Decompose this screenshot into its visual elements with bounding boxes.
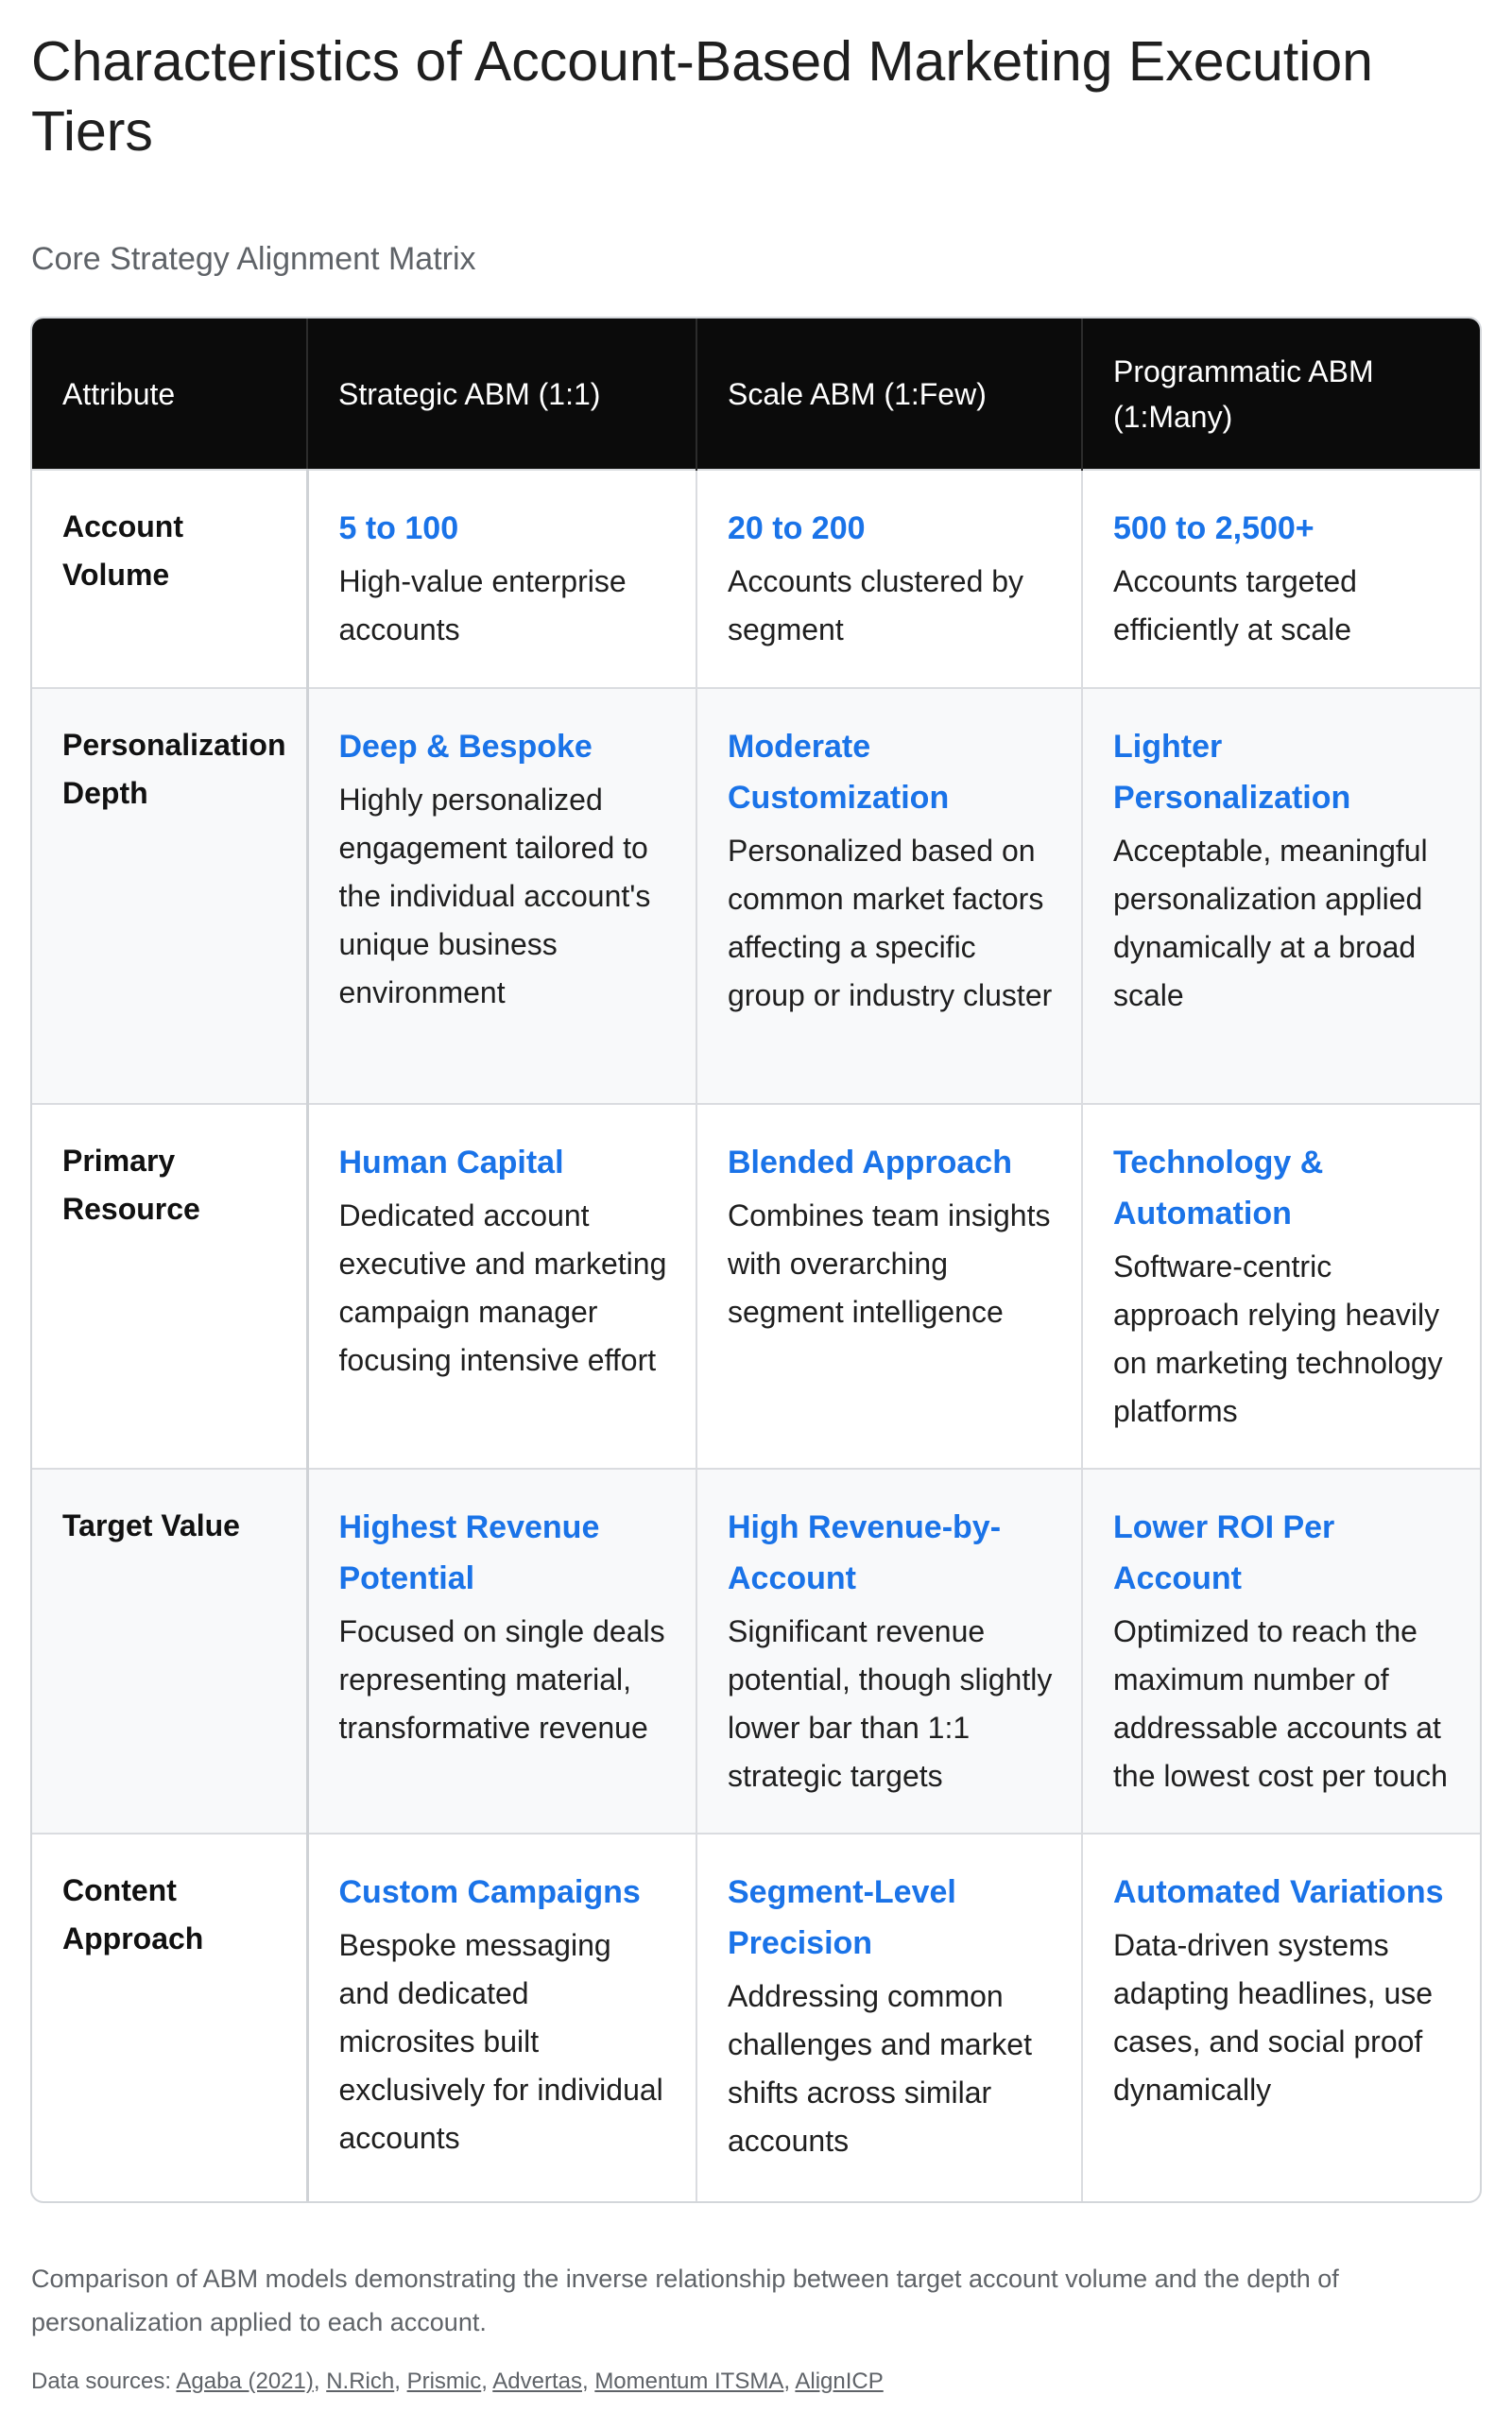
source-link-agaba[interactable]: Agaba (2021) bbox=[176, 2369, 314, 2394]
table-cell bbox=[1082, 1469, 1480, 1834]
cell-description: Optimized to reach the maximum number of addressable accounts at the lowest cost per touch bbox=[1113, 1614, 1448, 1793]
table-row bbox=[32, 1104, 1480, 1469]
table-cell bbox=[1082, 1104, 1480, 1469]
table-body bbox=[32, 470, 1480, 2203]
cell-description: Data-driven systems adapting headlines, use cases, and social proof dynamically bbox=[1113, 1928, 1434, 2107]
row-attribute-label: Target Value bbox=[62, 1508, 240, 1542]
table-cell bbox=[696, 1104, 1082, 1469]
cell-highlight: Automated Variations bbox=[1113, 1874, 1444, 1910]
header-strategic-abm: Strategic ABM (1:1) bbox=[307, 319, 696, 470]
cell-description: Highly personalized engagement tailored to the individual account's unique business environment bbox=[338, 783, 651, 1009]
cell-highlight: Blended Approach bbox=[728, 1145, 1012, 1180]
table-cell bbox=[696, 1469, 1082, 1834]
source-link-momentum-itsma[interactable]: Momentum ITSMA bbox=[594, 2369, 784, 2394]
header-programmatic-abm: Programmatic ABM (1:Many) bbox=[1082, 319, 1480, 470]
table-row bbox=[32, 1469, 1480, 1834]
table-cell bbox=[1082, 470, 1480, 688]
cell-highlight: Human Capital bbox=[338, 1145, 564, 1180]
row-attribute-cell bbox=[32, 1834, 307, 2203]
cell-description: Combines team insights with overarching segment intelligence bbox=[728, 1198, 1051, 1329]
cell-description: Acceptable, meaningful personalization applied dynamically at a broad scale bbox=[1113, 834, 1428, 1012]
comparison-table bbox=[30, 317, 1482, 2203]
cell-highlight: 5 to 100 bbox=[338, 510, 459, 546]
source-link-prismic[interactable]: Prismic bbox=[406, 2369, 482, 2394]
cell-highlight: High Revenue-by-Account bbox=[728, 1509, 1002, 1596]
sources-label: Data sources: bbox=[31, 2369, 172, 2394]
cell-description: Dedicated account executive and marketing campaign manager focusing intensive effort bbox=[338, 1198, 667, 1377]
cell-description: Significant revenue potential, though slightly lower bar than 1:1 strategic targets bbox=[728, 1614, 1053, 1793]
table-cell bbox=[696, 688, 1082, 1104]
row-attribute-label: Account Volume bbox=[62, 509, 183, 592]
source-link-advertas[interactable]: Advertas bbox=[492, 2369, 582, 2394]
table-cell bbox=[696, 470, 1082, 688]
table-row bbox=[32, 688, 1480, 1104]
header-scale-abm: Scale ABM (1:Few) bbox=[696, 319, 1082, 470]
cell-highlight: 500 to 2,500+ bbox=[1113, 510, 1314, 546]
data-sources: Data sources: Agaba (2021), N.Rich, Prismic, Advertas, Momentum ITSMA, AlignICP bbox=[31, 2369, 884, 2394]
table-header bbox=[32, 319, 1480, 470]
header-row bbox=[32, 319, 1480, 470]
table-cell bbox=[307, 1469, 696, 1834]
table-row bbox=[32, 470, 1480, 688]
cell-highlight: Deep & Bespoke bbox=[338, 729, 593, 765]
page-subtitle: Core Strategy Alignment Matrix bbox=[31, 241, 476, 277]
cell-highlight: Custom Campaigns bbox=[338, 1874, 641, 1910]
table-caption: Comparison of ABM models demonstrating the inverse relationship between target account volume and the depth of personalization applied to each account. bbox=[31, 2265, 1339, 2336]
table-cell bbox=[696, 1834, 1082, 2203]
table-cell bbox=[307, 688, 696, 1104]
abm-tier-matrix bbox=[32, 319, 1480, 2203]
header-attribute: Attribute bbox=[32, 319, 307, 470]
cell-highlight: Highest Revenue Potential bbox=[338, 1509, 600, 1596]
table-cell bbox=[307, 1104, 696, 1469]
cell-description: Accounts clustered by segment bbox=[728, 564, 1024, 646]
row-attribute-label: Primary Resource bbox=[62, 1144, 200, 1226]
table-cell bbox=[307, 470, 696, 688]
cell-highlight: Segment-Level Precision bbox=[728, 1874, 956, 1961]
row-attribute-cell bbox=[32, 470, 307, 688]
table-cell bbox=[1082, 688, 1480, 1104]
cell-description: Accounts targeted efficiently at scale bbox=[1113, 564, 1357, 646]
row-attribute-cell bbox=[32, 688, 307, 1104]
source-link-nrich[interactable]: N.Rich bbox=[326, 2369, 395, 2394]
cell-description: Addressing common challenges and market shifts across similar accounts bbox=[728, 1979, 1032, 2158]
cell-description: Software-centric approach relying heavily on marketing technology platforms bbox=[1113, 1249, 1443, 1428]
cell-highlight: Lower ROI Per Account bbox=[1113, 1509, 1335, 1596]
cell-description: High-value enterprise accounts bbox=[338, 564, 627, 646]
source-link-aligncip[interactable]: AlignICP bbox=[795, 2369, 884, 2394]
page-title: Characteristics of Account-Based Marketing Execution Tiers bbox=[31, 30, 1373, 163]
cell-highlight: Lighter Personalization bbox=[1113, 729, 1351, 816]
cell-highlight: 20 to 200 bbox=[728, 510, 866, 546]
cell-highlight: Technology & Automation bbox=[1113, 1145, 1324, 1232]
row-attribute-cell bbox=[32, 1104, 307, 1469]
cell-description: Focused on single deals representing material, transformative revenue bbox=[338, 1614, 665, 1745]
cell-description: Personalized based on common market factors affecting a specific group or industry cluster bbox=[728, 834, 1053, 1012]
table-cell bbox=[307, 1834, 696, 2203]
row-attribute-label: Personalization Depth bbox=[62, 728, 286, 810]
cell-description: Bespoke messaging and dedicated microsites built exclusively for individual accounts bbox=[338, 1928, 663, 2155]
cell-highlight: Moderate Customization bbox=[728, 729, 950, 816]
row-attribute-label: Content Approach bbox=[62, 1873, 204, 1955]
row-attribute-cell bbox=[32, 1469, 307, 1834]
table-row bbox=[32, 1834, 1480, 2203]
table-cell bbox=[1082, 1834, 1480, 2203]
